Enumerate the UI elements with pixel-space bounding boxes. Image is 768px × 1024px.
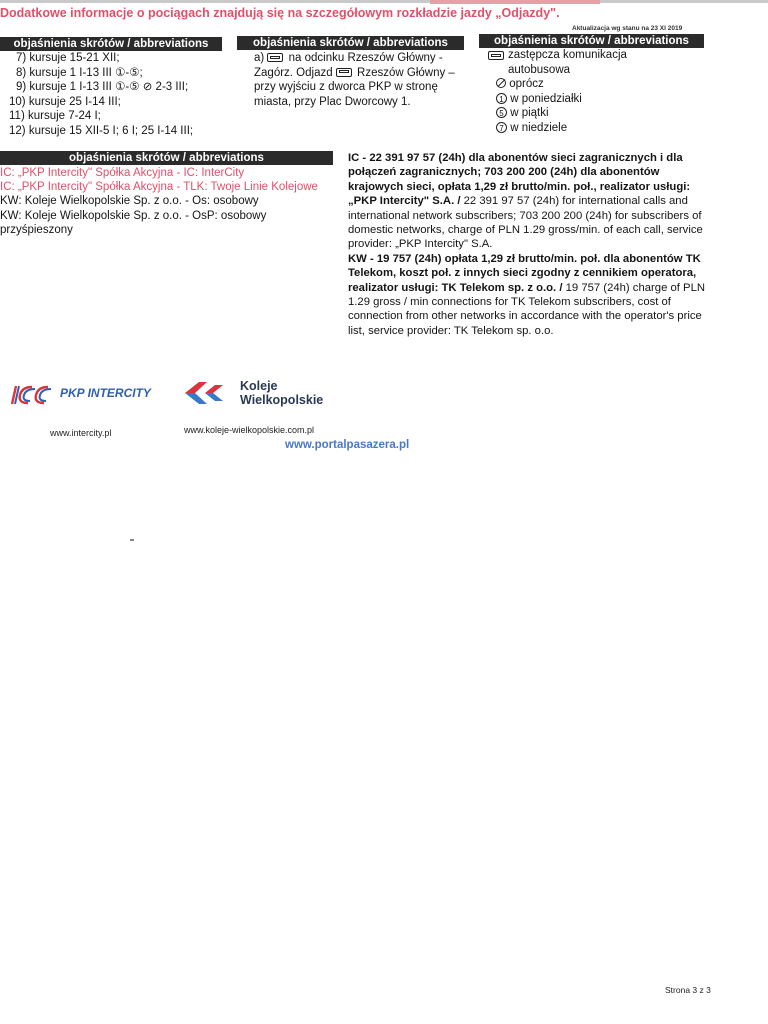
intercity-logo-text: PKP INTERCITY [60, 386, 151, 400]
legend-row [488, 92, 648, 107]
bus-icon [267, 53, 283, 62]
operators-list [0, 166, 318, 237]
circle-7-icon: 7 [496, 122, 507, 133]
legend-row [488, 48, 648, 77]
contacts-block [348, 151, 710, 338]
operators-header: objaśnienia skrótów / abbreviations [0, 151, 333, 165]
circle-5-icon: 5 [496, 107, 507, 118]
ic-contact-bold: IC - 22 391 97 57 (24h) dla abonentów sieci zagranicznych i dla połączeń zagranicznych; 703 200 200 (24h) dla abonentów krajowych sieci, opłata 1,29 zł brutto/min. poł., realizator usługi: „PKP Intercity" S.A. / [348, 152, 691, 208]
except-icon [496, 78, 506, 88]
update-note: Aktualizacja wg stanu na 23 XI 2019 [572, 25, 683, 32]
portal-pasazera-url[interactable]: www.portalpasazera.pl [285, 439, 410, 451]
top-edge-strip [0, 0, 768, 3]
legend-text: oprócz [509, 78, 544, 91]
legend-text: w poniedziałki [510, 92, 582, 105]
note-row: 11) kursuje 7-24 I; [9, 110, 101, 123]
note-row: 8) kursuje 1 I-13 III ①-⑤; [16, 66, 143, 79]
kw-name-line-2: Wielkopolskie [240, 393, 324, 407]
abbrev-header-2: objaśnienia skrótów / abbreviations [237, 36, 464, 50]
operator-line: IC: „PKP Intercity" Spółka Akcyjna - TLK: Twoje Linie Kolejowe [0, 181, 318, 194]
note-marker: a) [254, 52, 265, 64]
kw-contact-bold: KW - 19 757 (24h) opłata 1,29 zł brutto/min. poł. dla abonentów TK Telekom, koszt poł. z innych sieci zgodny z cennikiem operatora, realizator usługi: TK Telekom sp. z o.o. / [348, 252, 701, 294]
kw-contact-text: 19 757 (24h) charge of PLN 1.29 gross / min connections for TK Telekom subscribers, cost of connection from other networks in accordance with the operator's price list, service provider: TK Telekom sp. o.o. [348, 281, 706, 337]
bus-icon [336, 68, 352, 77]
note-row: 7) kursuje 15-21 XII; [16, 52, 120, 64]
legend-row [488, 121, 648, 136]
abbrev-header-3: objaśnienia skrótów / abbreviations [479, 34, 704, 48]
ic-contact-text: 22 391 97 57 (24h) for international calls and international network subscribers; 703 200 200 (24h) for subscribers of domestic networks, charge of PLN 1.29 gross/min. of each call, service provider: „PKP Intercity" S.A. [348, 195, 703, 251]
abbrev-column-3 [488, 48, 648, 136]
circle-1-icon: 1 [496, 93, 507, 104]
abbrev-column-2 [254, 51, 469, 109]
abbrev-header-1: objaśnienia skrótów / abbreviations [0, 37, 222, 51]
koleje-wielkopolskie-logo-icon [183, 380, 233, 406]
operator-line: KW: Koleje Wielkopolskie Sp. z o.o. - Os: osobowy [0, 195, 259, 208]
legend-text: zastępcza komunikacja autobusowa [508, 49, 627, 76]
bus-icon [488, 51, 504, 60]
kw-name-line-1: Koleje [240, 379, 278, 393]
note-row: 9) kursuje 1 I-13 III ①-⑤ ⊘ 2-3 III; [16, 81, 189, 94]
page-number: Strona 3 z 3 [665, 985, 711, 995]
abbrev-column-1 [6, 51, 231, 139]
operator-line: KW: Koleje Wielkopolskie Sp. z o.o. - OsP: osobowy przyśpieszony [0, 209, 267, 236]
legend-text: w piątki [510, 107, 549, 120]
intercity-logo-icon [10, 384, 60, 406]
note-row: 10) kursuje 25 I-14 III; [9, 95, 121, 108]
route-note-text: na odcinku Rzeszów Główny - Zagórz. Odjazd [254, 52, 443, 79]
route-note-text-2: Rzeszów Główny – przy wyjściu z dworca PKP w stronę miasta, przy Plac Dworcowy 1. [254, 66, 455, 108]
koleje-wielkopolskie-url[interactable]: www.koleje-wielkopolskie.com.pl [184, 425, 315, 435]
top-red-stub [430, 0, 600, 4]
legend-text: w niedziele [510, 121, 568, 134]
operator-line: IC: „PKP Intercity" Spółka Akcyjna - IC: InterCity [0, 167, 245, 179]
additional-info-line: Dodatkowe informacje o pociągach znajdują się na szczegółowym rozkładzie jazdy „Odjazdy". [0, 6, 560, 20]
note-row: 12) kursuje 15 XII-5 I; 6 I; 25 I-14 III; [9, 124, 194, 137]
legend-row [488, 77, 648, 92]
koleje-wielkopolskie-logo-text [240, 379, 323, 407]
intercity-url[interactable]: www.intercity.pl [50, 428, 112, 438]
scan-speck [130, 539, 134, 541]
legend-row [488, 106, 648, 121]
